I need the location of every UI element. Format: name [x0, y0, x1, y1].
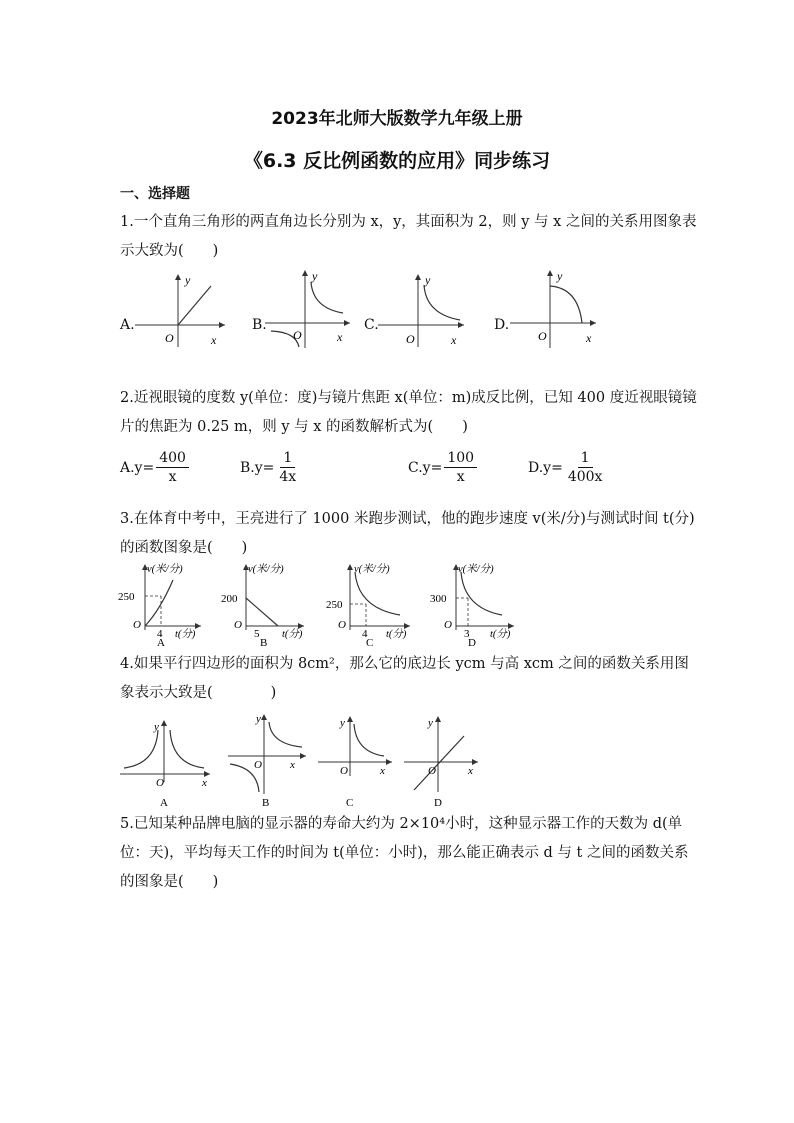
q2-option-a-num: 400	[156, 450, 189, 468]
q2-option-d-label: D.y=	[528, 460, 563, 476]
q3d-origin: O	[444, 619, 452, 631]
q1a-origin: O	[165, 331, 174, 345]
q4a-origin: O	[156, 777, 164, 789]
q1c-y-label: y	[425, 273, 431, 287]
q1d-x-label: x	[586, 331, 592, 345]
q3d-y-label: v(米/分)	[458, 564, 494, 575]
q4c-origin: O	[340, 765, 348, 777]
q1-graph-d	[510, 268, 600, 350]
q3c-x-value: 4	[362, 628, 368, 640]
q4b-letter: B	[262, 797, 270, 809]
q1c-origin: O	[406, 332, 415, 346]
section-heading: 一、选择题	[120, 186, 190, 202]
q1-option-a-label: A.	[120, 317, 135, 333]
q3d-y-value: 300	[430, 593, 447, 605]
q2-option-a-label: A.y=	[120, 460, 155, 476]
q3a-letter: A	[157, 637, 165, 649]
q4c-letter: C	[346, 797, 354, 809]
q4-graph-d	[402, 712, 482, 808]
q3d-x-label: t(分)	[490, 629, 511, 640]
q1-graph-c	[378, 272, 468, 350]
q1-graph-a	[135, 272, 230, 350]
q3-graph-a	[115, 560, 205, 648]
q4d-origin: O	[428, 765, 436, 777]
q2-option-d-num: 1	[578, 450, 593, 468]
q2-option-b-label: B.y=	[240, 460, 275, 476]
q1-option-b-label: B.	[252, 317, 267, 333]
q3a-x-label: t(分)	[175, 629, 196, 640]
title-line-1: 2023年北师大版数学九年级上册	[271, 109, 523, 129]
q1b-origin: O	[293, 328, 302, 342]
question-1-text: 1.一个直角三角形的两直角边长分别为 x，y，其面积为 2，则 y 与 x 之间的关系用图象表示大致为( )	[120, 214, 697, 259]
q3c-letter: C	[366, 637, 374, 649]
q3b-letter: B	[260, 637, 268, 649]
q4a-y-label: y	[154, 721, 159, 733]
q4-graph-a	[118, 716, 213, 808]
q3a-origin: O	[133, 619, 141, 631]
question-3-text: 3.在体育中考中，王亮进行了 1000 米跑步测试，他的跑步速度 v(米/分)与测试时间 t(分)的函数图象是( )	[120, 511, 695, 556]
q1b-x-label: x	[337, 330, 343, 344]
q1-graph-b	[265, 268, 355, 350]
q3b-x-label: t(分)	[282, 629, 303, 640]
q3b-x-value: 5	[254, 628, 260, 640]
q4-graph-c	[316, 712, 398, 808]
q3b-y-label: v(米/分)	[248, 564, 284, 575]
q4d-x-label: x	[468, 765, 473, 777]
q3b-y-value: 200	[221, 593, 238, 605]
q3a-y-label: v(米/分)	[147, 564, 183, 575]
q4a-letter: A	[160, 797, 168, 809]
q3c-y-value: 250	[326, 599, 343, 611]
q3b-origin: O	[234, 619, 242, 631]
q1a-x-label: x	[211, 333, 217, 347]
q1a-y-label: y	[185, 273, 191, 287]
title-line-2: 《6.3 反比例函数的应用》同步练习	[243, 150, 551, 172]
q4-graph-b	[226, 712, 312, 808]
question-5-text: 5.已知某种品牌电脑的显示器的寿命大约为 2×10⁴小时，这种显示器工作的天数为 d(单位：天)，平均每天工作的时间为 t(单位：小时)，那么能正确表示 d 与 t 之间的函数关系的图象是( )	[120, 816, 689, 890]
q2-option-c-den: x	[456, 469, 465, 485]
q4b-origin: O	[254, 759, 262, 771]
q2-option-c	[408, 450, 477, 486]
q3-graph-d	[428, 560, 520, 648]
q3a-x-value: 4	[157, 628, 163, 640]
q3c-y-label: v(米/分)	[354, 564, 390, 575]
q3d-x-value: 3	[464, 628, 470, 640]
q1-option-d-label: D.	[494, 317, 510, 333]
q2-option-b	[240, 450, 299, 486]
q1-option-c-label: C.	[364, 317, 379, 333]
q2-option-a-den: x	[168, 469, 177, 485]
q4d-y-label: y	[428, 717, 433, 729]
q3-graph-c	[324, 560, 416, 648]
q4d-letter: D	[434, 797, 442, 809]
q4b-y-label: y	[256, 713, 261, 725]
q3d-letter: D	[468, 637, 476, 649]
q4c-x-label: x	[380, 765, 385, 777]
q2-option-a	[120, 450, 189, 486]
q3a-y-value: 250	[118, 591, 135, 603]
q2-option-d	[528, 450, 605, 486]
q2-option-c-label: C.y=	[408, 460, 443, 476]
q1c-x-label: x	[451, 333, 457, 347]
q1b-y-label: y	[312, 269, 318, 283]
q2-option-b-num: 1	[280, 450, 295, 468]
q4c-y-label: y	[340, 717, 345, 729]
q2-option-d-den: 400x	[567, 469, 603, 485]
question-4-text: 4.如果平行四边形的面积为 8cm²，那么它的底边长 ycm 与高 xcm 之间的函数关系用图象表示大致是( )	[120, 656, 689, 701]
q1d-y-label: y	[557, 269, 563, 283]
question-2-text: 2.近视眼镜的度数 y(单位：度)与镜片焦距 x(单位：m)成反比例，已知 400 度近视眼镜镜片的焦距为 0.25 m，则 y 与 x 的函数解析式为( )	[120, 390, 697, 435]
q3-graph-b	[218, 560, 310, 648]
q3c-origin: O	[338, 619, 346, 631]
q4a-x-label: x	[202, 777, 207, 789]
q3c-x-label: t(分)	[386, 629, 407, 640]
q2-option-c-num: 100	[444, 450, 477, 468]
q4b-x-label: x	[290, 759, 295, 771]
q2-option-b-den: 4x	[279, 469, 297, 485]
q1d-origin: O	[538, 329, 547, 343]
